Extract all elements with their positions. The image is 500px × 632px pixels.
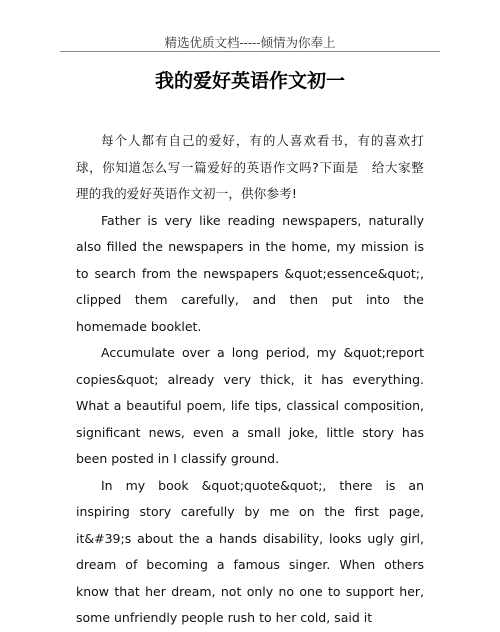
paragraph-2: Accumulate over a long period, my &quot;report copies&quot; already very thick, it has everything. What a beautiful poem, life tips, classical composition, significant news, even a small joke, little story has been posted in I classify ground.	[76, 345, 424, 466]
document-title: 我的爱好英语作文初一	[154, 70, 345, 92]
document-body	[76, 128, 424, 632]
paragraph-1: Father is very like reading newspapers, naturally also filled the newspapers in the home, my mission is to search from the newspapers &quot;essence&quot;, clipped them carefully, and then put into the homemade booklet.	[76, 212, 424, 334]
header-text: 精选优质文档-----倾情为你奉上	[164, 35, 336, 50]
paragraph-intro: 每个人都有自己的爱好，有的人喜欢看书，有的喜欢打球，你知道怎么写一篇爱好的英语作文吗?下面是 给大家整理的我的爱好英语作文初一，供你参考!	[76, 133, 424, 201]
paragraph-3: In my book &quot;quote&quot;, there is an inspiring story carefully by me on the first page, it&#39;s about the a hands disability, looks ugly girl, dream of becoming a famous singer. When others know that her dream, not only no one to support her, some unfriendly people rush to her cold, said it	[76, 477, 424, 625]
page-header	[60, 0, 440, 52]
